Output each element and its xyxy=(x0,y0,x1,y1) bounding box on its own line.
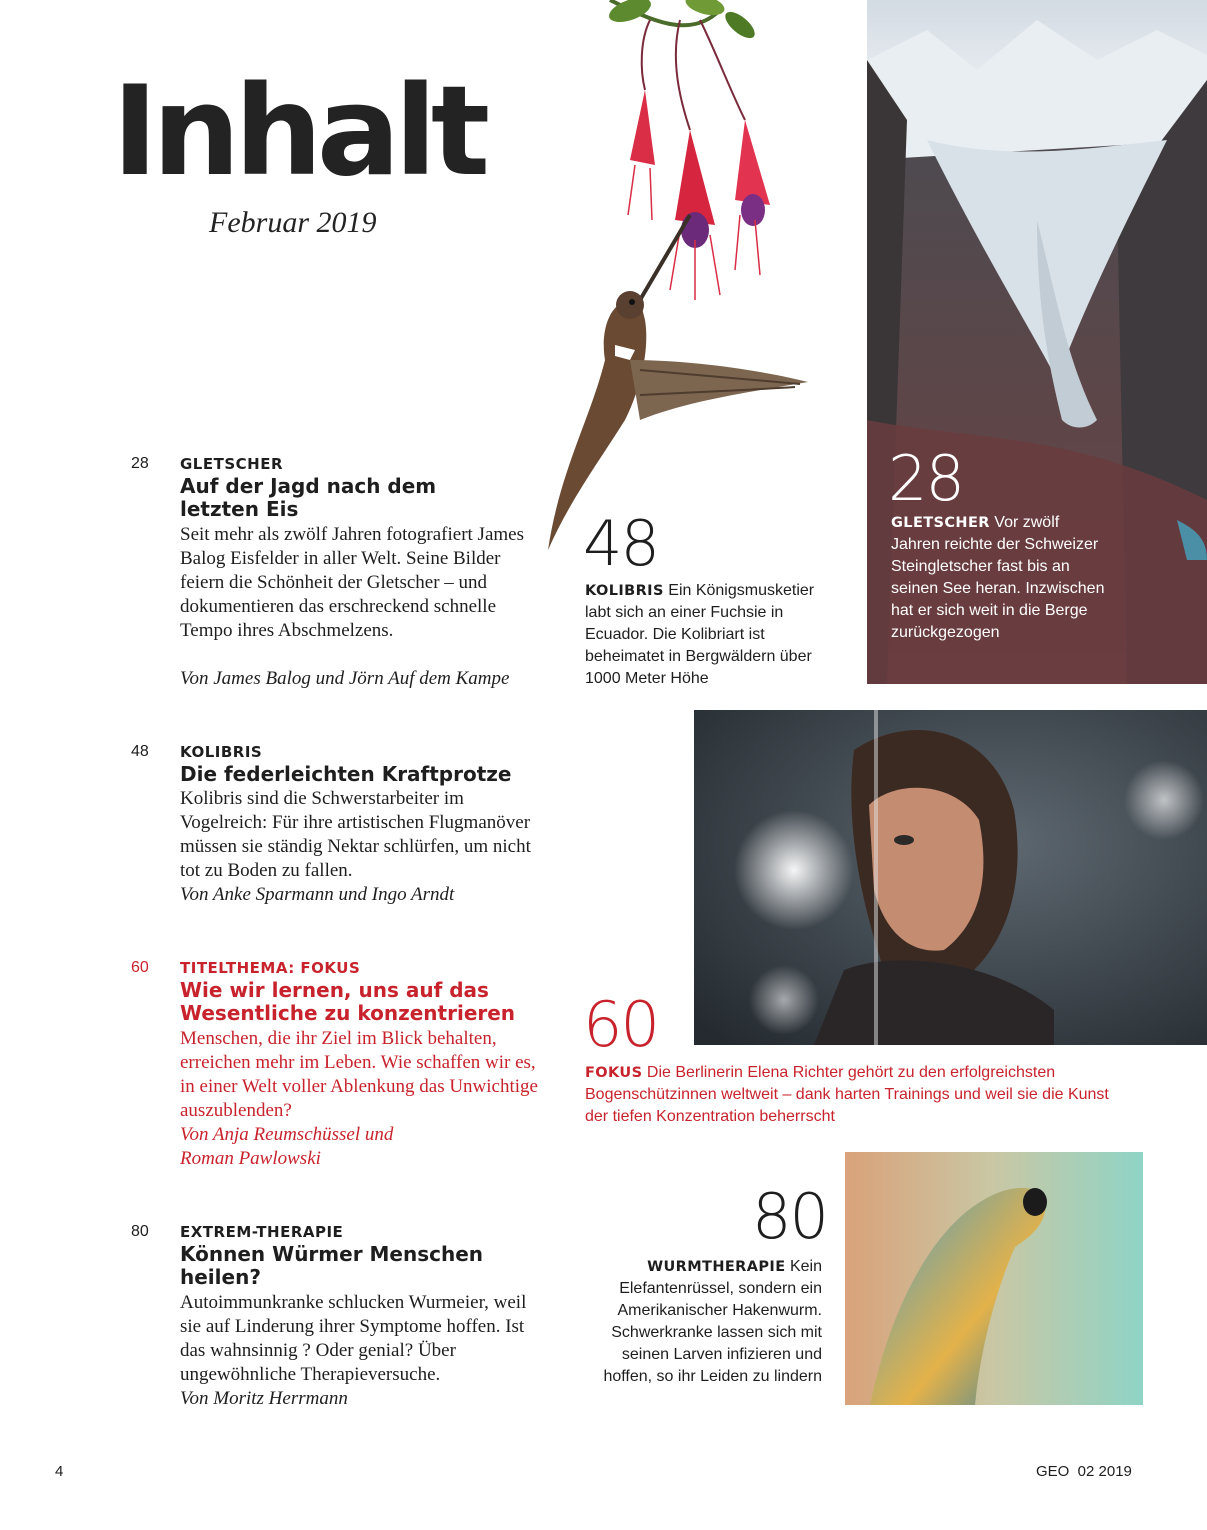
page-title: Inhalt xyxy=(112,60,485,204)
toc-byline: Von Anja Reumschüssel und Roman Pawlowski xyxy=(180,1124,394,1169)
toc-page-number: 60 xyxy=(131,959,149,976)
caption-page-number: 28 xyxy=(888,442,963,515)
caption-page-number: 80 xyxy=(752,1180,827,1253)
caption-hummingbird xyxy=(585,580,835,690)
caption-glacier xyxy=(891,512,1106,644)
toc-body: Menschen, die ihr Ziel im Blick behalten, erreichen mehr im Leben. Wie schaffen wir es, in einer Welt voller Ablenkung das Unwichtige auszublenden? xyxy=(180,1028,538,1121)
caption-text: Vor zwölf Jahren reichte der Schweizer Steingletscher fast bis an seinen See heran. Inzwischen hat er sich weit in die Berge zurückgezogen xyxy=(891,514,1105,641)
caption-label: FOKUS xyxy=(585,1065,643,1081)
toc-kicker: GLETSCHER xyxy=(180,455,284,473)
archer-woman-photo xyxy=(694,710,1207,1045)
toc-kicker: EXTREM-THERAPIE xyxy=(180,1223,344,1241)
caption-label: WURMTHERAPIE xyxy=(647,1259,786,1275)
caption-text: Die Berlinerin Elena Richter gehört zu den erfolgreichsten Bogenschützinnen weltweit – dank harten Trainings und weil sie die Kunst der tiefen Konzentration beherrscht xyxy=(585,1064,1109,1125)
toc-headline: Wie wir lernen, uns auf das Wesentliche zu konzentrieren xyxy=(180,978,516,1025)
caption-archer xyxy=(585,1062,1125,1128)
caption-page-number: 60 xyxy=(583,988,658,1061)
caption-label: KOLIBRIS xyxy=(585,583,664,599)
toc-headline: Die federleichten Kraftprotze xyxy=(180,762,512,786)
toc-page-number: 28 xyxy=(131,455,149,472)
hookworm-photo xyxy=(845,1152,1143,1405)
toc-byline: Von James Balog und Jörn Auf dem Kampe xyxy=(180,668,510,689)
toc-byline: Von Moritz Herrmann xyxy=(180,1388,348,1409)
toc-headline: Können Würmer Menschen heilen? xyxy=(180,1242,484,1289)
toc-byline: Von Anke Sparmann und Ingo Arndt xyxy=(180,884,455,905)
toc-headline: Auf der Jagd nach dem letzten Eis xyxy=(180,474,437,521)
hummingbird-fuchsia-photo xyxy=(530,0,820,560)
toc-page-number: 80 xyxy=(131,1223,149,1240)
caption-hookworm xyxy=(590,1256,822,1388)
toc-kicker: KOLIBRIS xyxy=(180,743,263,761)
toc-kicker: TITELTHEMA: FOKUS xyxy=(180,959,361,977)
page-number: 4 xyxy=(55,1463,64,1480)
caption-label: GLETSCHER xyxy=(891,515,990,531)
caption-page-number: 48 xyxy=(583,507,658,580)
magazine-issue: GEO 02 2019 xyxy=(1036,1463,1132,1480)
toc-body: Kolibris sind die Schwerstarbeiter im Vogelreich: Für ihre artistischen Flugmanöver müssen sie ständig Nektar schlürfen, um nicht tot zu Boden zu fallen. xyxy=(180,788,531,881)
caption-text: Ein Königsmusketier labt sich an einer Fuchsie in Ecuador. Die Kolibriart ist beheimatet in Bergwäldern über 1000 Meter Höhe xyxy=(585,582,815,687)
issue-date: Februar 2019 xyxy=(209,206,377,239)
toc-page-number: 48 xyxy=(131,743,149,760)
toc-body: Autoimmunkranke schlucken Wurmeier, weil sie auf Linderung ihrer Symptome hoffen. Ist das wahnsinnig ? Oder genial? Über ungewöhnliche Therapieversuche. xyxy=(180,1292,527,1385)
caption-text: Kein Elefantenrüssel, sondern ein Amerikanischer Hakenwurm. Schwerkranke lassen sich mit seinen Larven infizieren und hoffen, so ihr Leiden zu lindern xyxy=(603,1258,822,1385)
toc-body: Seit mehr als zwölf Jahren fotografiert James Balog Eisfelder in aller Welt. Seine Bilder feiern die Schönheit der Gletscher – und dokumentieren das erschreckend schnelle Tempo ihres Abschmelzens. xyxy=(180,524,524,641)
